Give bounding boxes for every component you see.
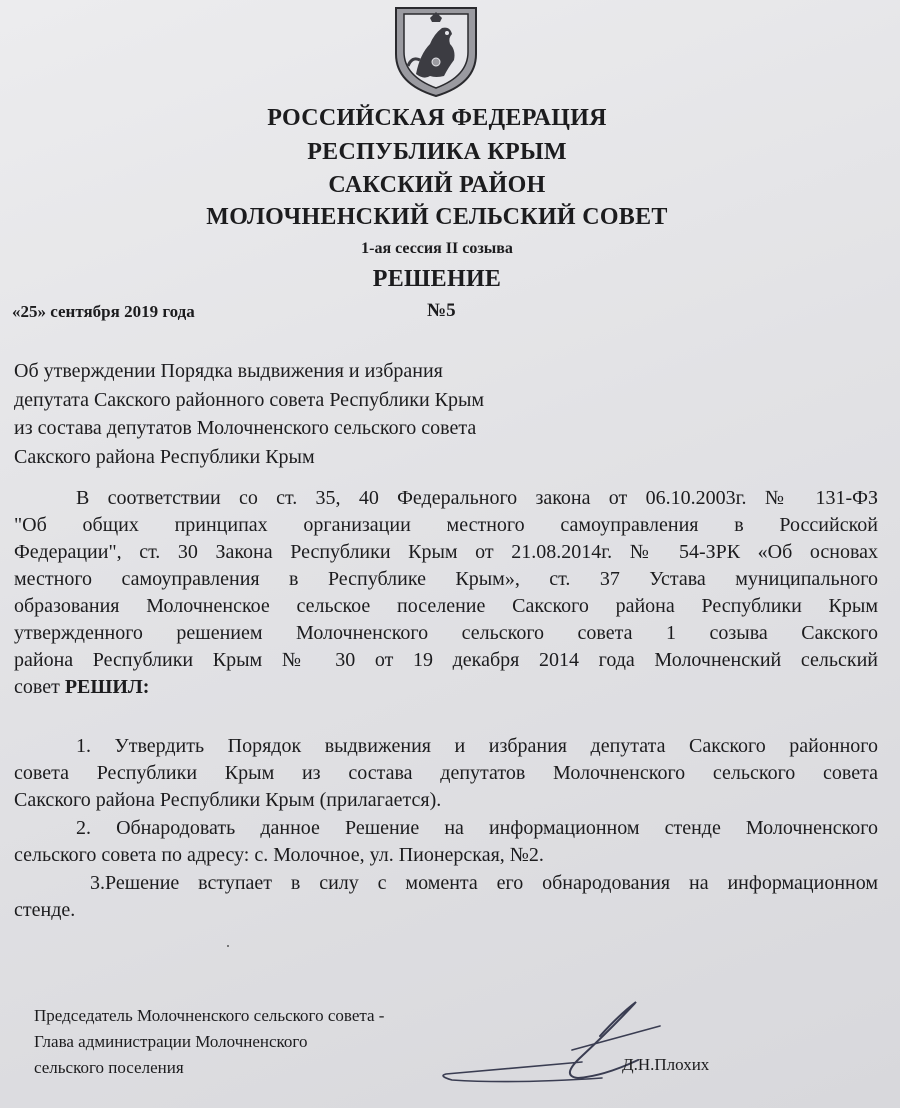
signer-title-line: сельского поселения — [34, 1058, 184, 1077]
subject-line: Сакского района Республики Крым — [14, 445, 315, 468]
decision-number: №5 — [427, 300, 456, 321]
header-republic: РЕСПУБЛИКА КРЫМ — [307, 139, 567, 165]
item-line: сельского совета по адресу: с. Молочное, ул. Пионерская, №2. — [14, 844, 544, 866]
crimea-coat-of-arms-icon — [390, 2, 482, 98]
preamble-line: местного самоуправления в Республике Крым», ст. 37 Устава муниципального — [14, 568, 878, 590]
item-line: 1. Утвердить Порядок выдвижения и избрания депутата Сакского районного — [76, 735, 878, 757]
item-1 — [14, 733, 878, 814]
header-country: РОССИЙСКАЯ ФЕДЕРАЦИЯ — [267, 105, 607, 131]
paper-speck — [227, 945, 229, 947]
header-council: МОЛОЧНЕНСКИЙ СЕЛЬСКИЙ СОВЕТ — [206, 204, 668, 230]
preamble-line — [14, 674, 878, 701]
decision-date: «25» сентября 2019 года — [12, 302, 195, 321]
signer-name: Д.Н.Плохих — [622, 1055, 710, 1074]
preamble-line: утвержденного решением Молочненского сельского совета 1 созыва Сакского — [14, 622, 878, 644]
preamble-line: Федерации", ст. 30 Закона Республики Крым от 21.08.2014г. № 54-ЗРК «Об основах — [14, 541, 878, 563]
preamble-line: образования Молочненское сельское поселение Сакского района Республики Крым — [14, 595, 878, 617]
item-line: 3.Решение вступает в силу с момента его обнародования на информационном — [90, 872, 878, 894]
item-line: совета Республики Крым из состава депутатов Молочненского сельского совета — [14, 762, 878, 784]
subject-line: депутата Сакского районного совета Республики Крым — [14, 388, 485, 411]
header-session: 1-ая сессия II созыва — [361, 240, 513, 257]
document-type-title: РЕШЕНИЕ — [372, 266, 502, 292]
decision-subject — [14, 357, 484, 471]
preamble-last-prefix: совет — [14, 676, 65, 698]
preamble-line: "Об общих принципах организации местного самоуправления в Российской — [14, 514, 878, 536]
decided-keyword: РЕШИЛ: — [64, 676, 150, 698]
item-3 — [14, 870, 878, 924]
subject-line: Об утверждении Порядка выдвижения и избрания — [14, 360, 443, 382]
item-2 — [14, 815, 878, 869]
subject-line: из состава депутатов Молочненского сельского совета — [14, 417, 477, 439]
preamble-paragraph — [14, 485, 878, 701]
preamble-line: района Республики Крым № 30 от 19 декабря 2014 года Молочненский сельский — [14, 649, 878, 671]
item-line: 2. Обнародовать данное Решение на информационном стенде Молочненского — [76, 817, 878, 839]
item-line: Сакского района Республики Крым (прилагается). — [14, 789, 442, 811]
preamble-line: В соответствии со ст. 35, 40 Федерального закона от 06.10.2003г. № 131-ФЗ — [76, 487, 878, 509]
signer-title-line: Глава администрации Молочненского — [34, 1032, 308, 1051]
signer-title-line: Председатель Молочненского сельского совета - — [34, 1006, 385, 1025]
header-district: САКСКИЙ РАЙОН — [328, 172, 546, 198]
item-line: стенде. — [14, 899, 76, 921]
signature-block — [34, 1003, 384, 1081]
